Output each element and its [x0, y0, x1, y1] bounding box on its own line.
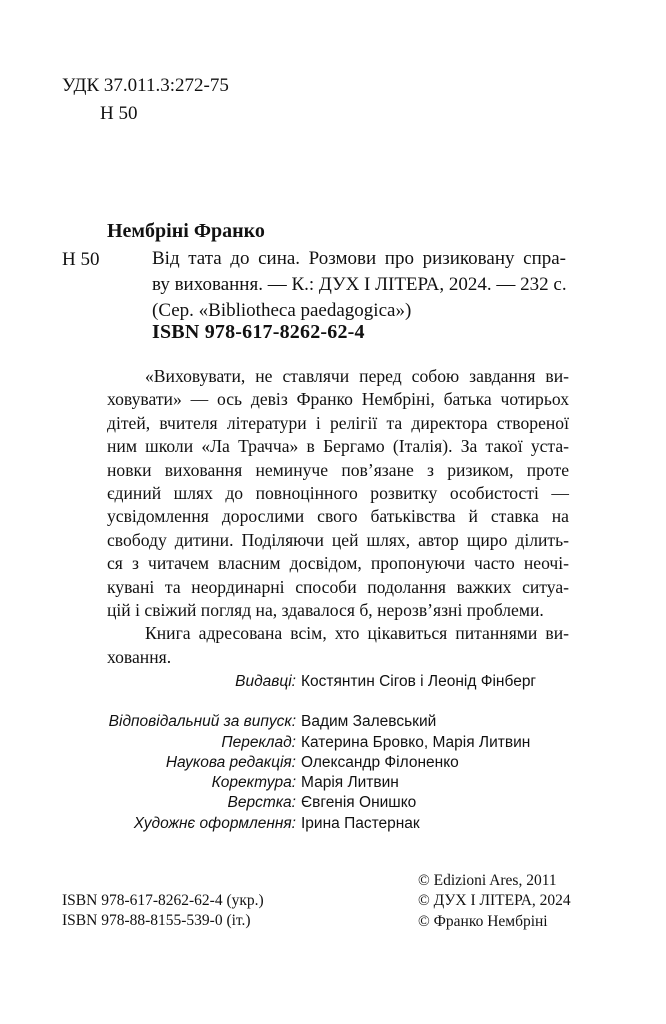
udk-block	[62, 72, 229, 128]
annotation-line: дітей, вчителя літератури і релігії та директора створеної	[107, 412, 569, 433]
annotation-line: ся з читачем власним досвідом, пропонуючи часто неочі-	[107, 553, 569, 574]
annotation-line: ховання.	[107, 646, 172, 667]
title-line: ву виховання. — К.: ДУХ І ЛІТЕРА, 2024. — 232 с.	[152, 274, 567, 295]
credit-role: Верстка:	[227, 794, 296, 812]
annotation-line: єдиний шлях до повноцінного розвитку особистості —	[107, 483, 569, 504]
title-line: Від тата до сина. Розмови про ризиковану спра-	[152, 248, 566, 269]
isbn-ukr: ISBN 978-617-8262-62-4 (укр.)	[62, 892, 264, 909]
credit-row	[60, 712, 580, 732]
isbn-it: ISBN 978-88-8155-539-0 (іт.)	[62, 912, 251, 930]
credits-block	[60, 672, 580, 834]
annotation	[107, 365, 569, 669]
author-name: Нембріні Франко	[107, 220, 265, 242]
credit-role: Видавці:	[235, 673, 296, 690]
credit-row-publishers	[60, 672, 580, 692]
credit-name: Марія Литвин	[301, 774, 399, 792]
credit-name: Костянтин Сігов і Леонід Фінберг	[301, 673, 537, 690]
annotation-line: ним школи «Ла Трачча» в Бергамо (Італія). За такої уста-	[107, 436, 569, 457]
isbn-main: ISBN 978-617-8262-62-4	[152, 321, 365, 343]
credit-name: Ірина Пастернак	[301, 814, 420, 832]
credit-role: Відповідальний за випуск:	[108, 713, 296, 731]
udk-line: УДК 37.011.3:272-75	[62, 75, 229, 96]
credit-role: Наукова редакція:	[165, 753, 296, 771]
annotation-line: кувані та неординарні способи подолання важких ситуа-	[107, 576, 569, 597]
credit-row	[60, 753, 580, 773]
credit-role: Переклад:	[221, 733, 296, 751]
annotation-line: новки виховання неминуче пов’язане з ризиком, проте	[107, 459, 569, 480]
copyright-line: © ДУХ І ЛІТЕРА, 2024	[418, 892, 571, 910]
credit-name: Катерина Бровко, Марія Литвин	[301, 733, 531, 751]
annotation-line: усвідомлення дорослими свого батьківства й ставка на	[107, 506, 569, 527]
annotation-line: Книга адресована всім, хто цікавиться питаннями ви-	[145, 623, 569, 644]
annotation-line: ховувати» — ось девіз Франко Нембріні, батька чотирьох	[107, 389, 569, 410]
copyright-line: © Франко Нембріні	[418, 912, 548, 930]
credit-role: Художнє оформлення:	[133, 814, 296, 832]
author-mark: Н 50	[100, 103, 138, 124]
copyright-list	[418, 871, 571, 932]
credit-row	[60, 733, 580, 753]
title-line: (Сер. «Bibliotheca paedagogica»)	[152, 300, 412, 321]
bibliographic-description	[152, 246, 566, 324]
copyright-line: © Edizioni Ares, 2011	[418, 872, 557, 889]
credit-name: Олександр Філоненко	[301, 753, 459, 771]
credit-role: Коректура:	[211, 774, 296, 792]
annotation-line: свободу дитини. Поділяючи цей шлях, автор щиро ділить-	[107, 529, 569, 550]
credit-name: Євгенія Онишко	[301, 794, 417, 812]
credit-row	[60, 814, 580, 834]
entry-code: Н 50	[62, 249, 100, 270]
credit-row	[60, 793, 580, 813]
annotation-line: цій і свіжий погляд на, здавалося б, нерозв’язні проблеми.	[107, 600, 544, 621]
credit-name: Вадим Залевський	[301, 713, 437, 731]
credit-row	[60, 773, 580, 793]
annotation-line: «Виховувати, не ставлячи перед собою завдання ви-	[145, 366, 569, 386]
isbn-list	[62, 891, 264, 932]
